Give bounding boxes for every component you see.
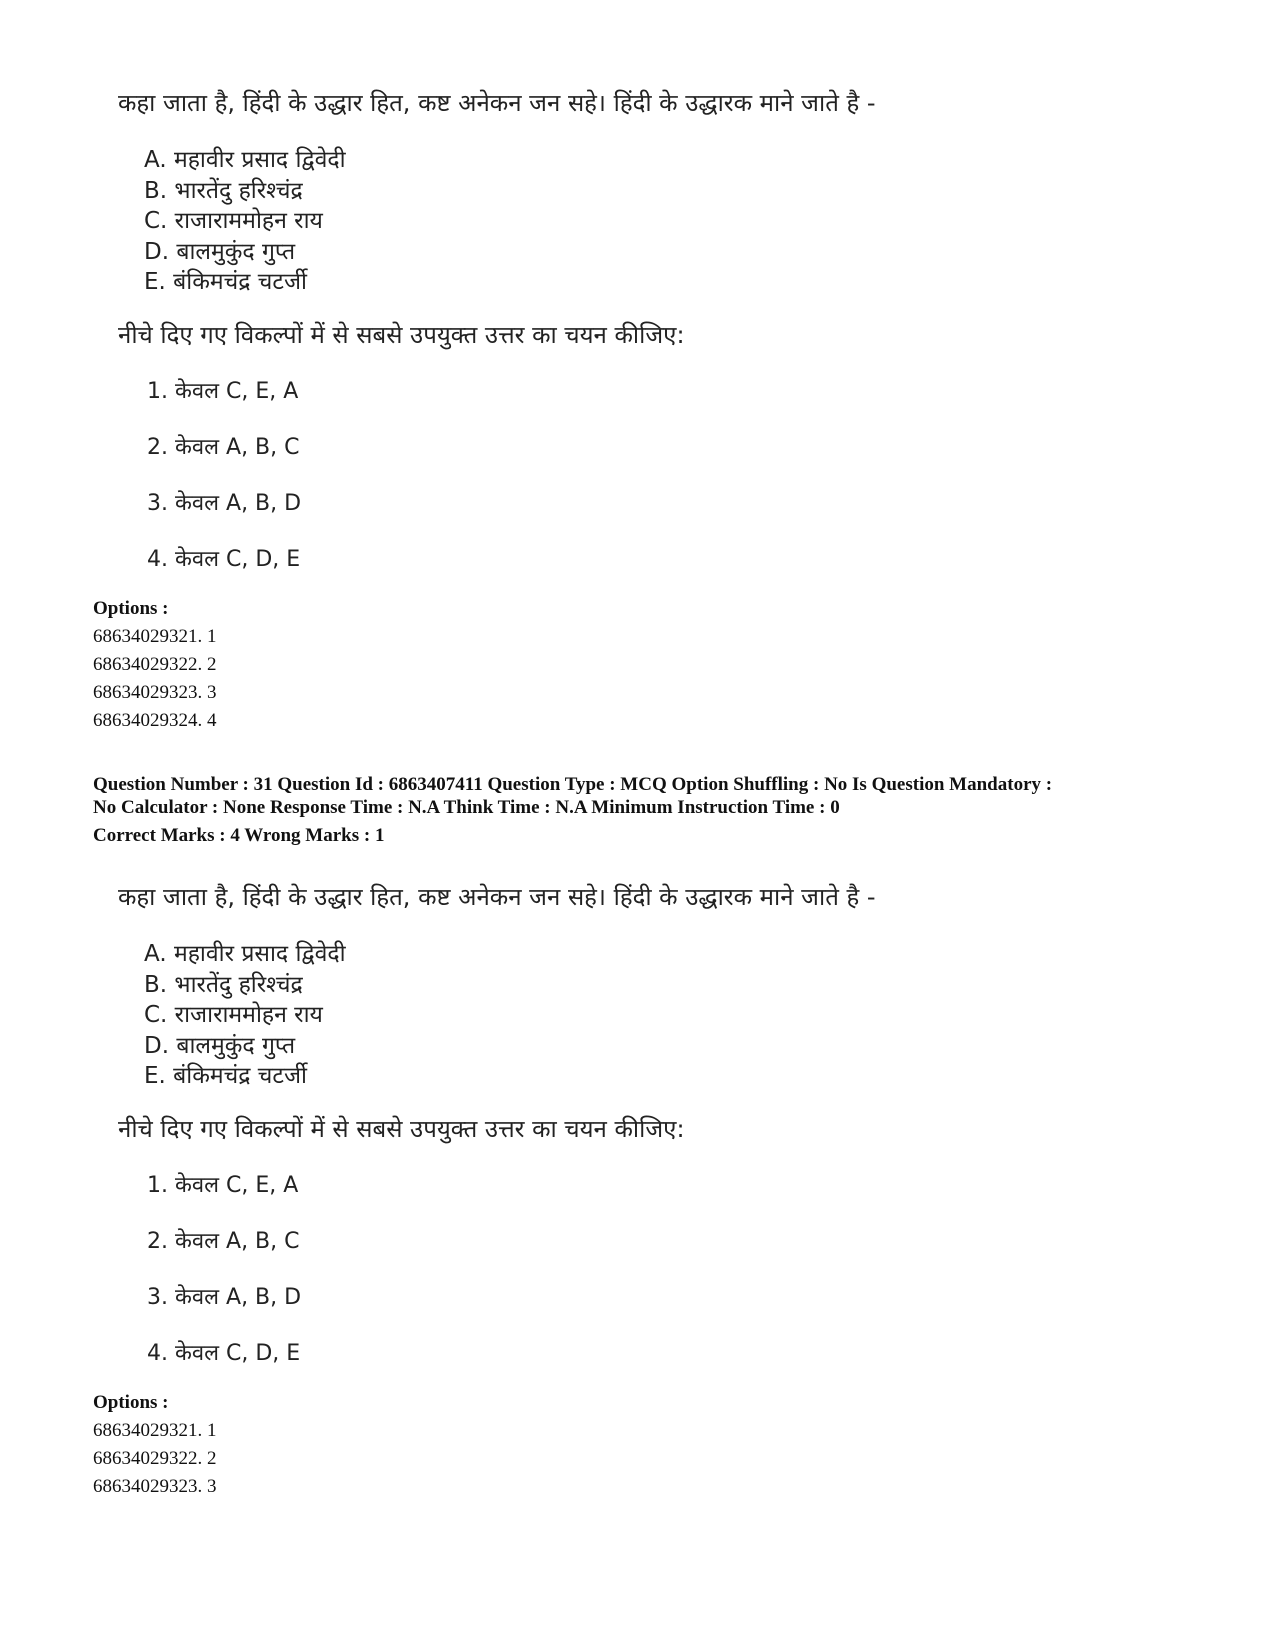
statement-b: B. भारतेंदु हरिश्चंद्र bbox=[144, 178, 303, 204]
choice-1: 1. केवल C, E, A bbox=[147, 1173, 299, 1198]
statement-d: D. बालमुकुंद गुप्त bbox=[144, 1033, 296, 1059]
question-text: कहा जाता है, हिंदी के उद्धार हित, कष्ट अनेकन जन सहे। हिंदी के उद्धारक माने जाते है - bbox=[118, 89, 876, 117]
option-id-3: 68634029323. 3 bbox=[93, 682, 217, 703]
choice-3: 3. केवल A, B, D bbox=[147, 1285, 302, 1310]
question-text: कहा जाता है, हिंदी के उद्धार हित, कष्ट अनेकन जन सहे। हिंदी के उद्धारक माने जाते है - bbox=[118, 883, 876, 911]
instruction-text: नीचे दिए गए विकल्पों में से सबसे उपयुक्त उत्तर का चयन कीजिए: bbox=[118, 321, 685, 349]
option-id-3: 68634029323. 3 bbox=[93, 1476, 217, 1497]
statement-b: B. भारतेंदु हरिश्चंद्र bbox=[144, 972, 303, 998]
choice-4: 4. केवल C, D, E bbox=[147, 1341, 301, 1366]
choice-2: 2. केवल A, B, C bbox=[147, 435, 300, 460]
option-id-1: 68634029321. 1 bbox=[93, 1420, 217, 1441]
choice-4: 4. केवल C, D, E bbox=[147, 547, 301, 572]
option-id-2: 68634029322. 2 bbox=[93, 1448, 217, 1469]
instruction-text: नीचे दिए गए विकल्पों में से सबसे उपयुक्त उत्तर का चयन कीजिए: bbox=[118, 1115, 685, 1143]
statement-a: A. महावीर प्रसाद द्विवेदी bbox=[144, 147, 346, 173]
statement-c: C. राजाराममोहन राय bbox=[144, 208, 323, 234]
question-marks: Correct Marks : 4 Wrong Marks : 1 bbox=[93, 825, 385, 846]
statement-e: E. बंकिमचंद्र चटर्जी bbox=[144, 1063, 308, 1089]
choice-3: 3. केवल A, B, D bbox=[147, 491, 302, 516]
choice-1: 1. केवल C, E, A bbox=[147, 379, 299, 404]
statement-c: C. राजाराममोहन राय bbox=[144, 1002, 323, 1028]
option-id-2: 68634029322. 2 bbox=[93, 654, 217, 675]
option-id-1: 68634029321. 1 bbox=[93, 626, 217, 647]
options-label: Options : bbox=[93, 1392, 169, 1413]
statement-e: E. बंकिमचंद्र चटर्जी bbox=[144, 269, 308, 295]
statement-a: A. महावीर प्रसाद द्विवेदी bbox=[144, 941, 346, 967]
statement-d: D. बालमुकुंद गुप्त bbox=[144, 239, 296, 265]
option-id-4: 68634029324. 4 bbox=[93, 710, 217, 731]
choice-2: 2. केवल A, B, C bbox=[147, 1229, 300, 1254]
question-meta-line-1: Question Number : 31 Question Id : 6863407411 Question Type : MCQ Option Shuffling : No Is Question Mandatory : bbox=[93, 774, 1053, 795]
question-meta-line-2: No Calculator : None Response Time : N.A Think Time : N.A Minimum Instruction Time : 0 bbox=[93, 797, 840, 818]
options-label: Options : bbox=[93, 598, 169, 619]
